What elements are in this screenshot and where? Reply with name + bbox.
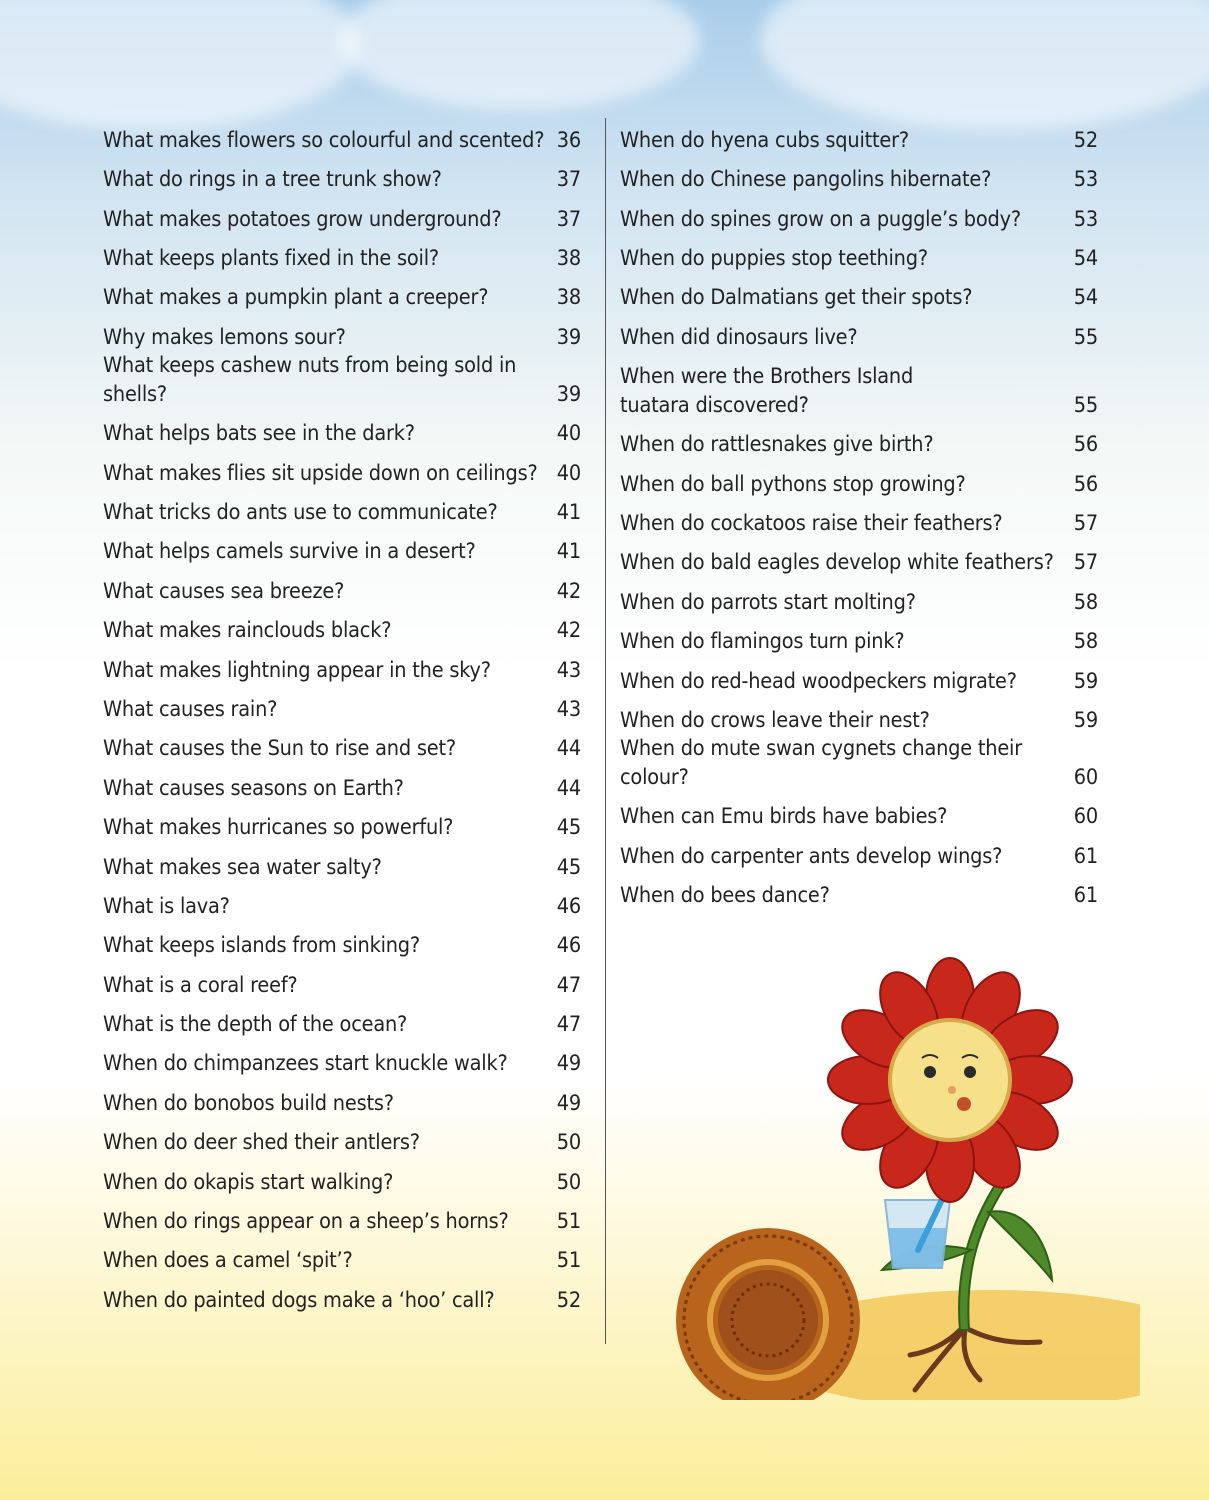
toc-entry[interactable] [103, 155, 581, 194]
toc-question: What helps camels survive in a desert? [103, 539, 476, 565]
toc-entry[interactable] [103, 195, 581, 234]
toc-entry[interactable] [103, 685, 581, 724]
toc-entry[interactable] [103, 449, 581, 488]
toc-question: When do puppies stop teething? [620, 246, 928, 272]
toc-entry[interactable] [103, 961, 581, 1000]
column-divider [605, 118, 606, 1344]
toc-question: When do okapis start walking? [103, 1169, 394, 1195]
toc-page-number: 44 [556, 736, 581, 762]
nose [948, 1086, 956, 1094]
toc-page-number: 51 [556, 1209, 581, 1235]
toc-question: When do deer shed their antlers? [103, 1130, 420, 1156]
toc-right-column [620, 116, 1098, 911]
toc-question: What keeps islands from sinking? [103, 933, 420, 959]
toc-page-number: 59 [1073, 707, 1098, 733]
toc-page-number: 37 [556, 206, 581, 232]
toc-page-number: 38 [556, 285, 581, 311]
toc-question: When do flamingos turn pink? [620, 629, 905, 655]
toc-page-number: 55 [1073, 324, 1098, 350]
toc-question: What makes sea water salty? [103, 854, 382, 880]
toc-page-number: 45 [556, 815, 581, 841]
toc-question: When do bonobos build nests? [103, 1090, 394, 1116]
toc-page-number: 56 [1073, 432, 1098, 458]
toc-question: When do bees dance? [620, 883, 830, 909]
toc-entry[interactable] [103, 274, 581, 313]
toc-page-number: 39 [556, 381, 581, 407]
toc-entry[interactable] [103, 1197, 581, 1236]
toc-entry[interactable] [620, 460, 1098, 499]
toc-page-number: 45 [556, 854, 581, 880]
toc-question: When do ball pythons stop growing? [620, 471, 966, 497]
toc-page-number: 54 [1073, 285, 1098, 311]
toc-entry[interactable] [620, 578, 1098, 617]
toc-page-number: 40 [556, 460, 581, 486]
toc-question: What causes seasons on Earth? [103, 775, 404, 801]
toc-page-number: 55 [1073, 392, 1098, 418]
toc-entry[interactable] [620, 234, 1098, 273]
toc-question: When do Chinese pangolins hibernate? [620, 167, 992, 193]
toc-page-number: 39 [556, 324, 581, 350]
toc-page-number: 54 [1073, 246, 1098, 272]
toc-question: What causes sea breeze? [103, 578, 345, 604]
flower-face [890, 1020, 1010, 1140]
toc-page-number: 43 [556, 657, 581, 683]
flower-drinking-water-illustration [660, 950, 1140, 1400]
toc-entry[interactable] [103, 882, 581, 921]
toc-page-number: 57 [1073, 511, 1098, 537]
toc-question: What do rings in a tree trunk show? [103, 167, 442, 193]
toc-entry[interactable] [103, 1040, 581, 1079]
toc-question: What is the depth of the ocean? [103, 1012, 408, 1038]
toc-page-number: 60 [1073, 804, 1098, 830]
toc-entry[interactable] [103, 1276, 581, 1315]
toc-page-number: 57 [1073, 550, 1098, 576]
eye-icon [924, 1066, 936, 1078]
sunflower-seed-head-icon [676, 1228, 860, 1400]
toc-page-number: 47 [556, 1012, 581, 1038]
toc-question: When do mute swan cygnets change their colour? [620, 736, 1022, 790]
toc-page-number: 60 [1073, 764, 1098, 790]
toc-entry[interactable] [620, 657, 1098, 696]
toc-question: When do painted dogs make a ‘hoo’ call? [103, 1287, 495, 1313]
toc-entry[interactable] [620, 313, 1098, 352]
toc-question: When do crows leave their nest? [620, 707, 930, 733]
toc-question: What tricks do ants use to communicate? [103, 500, 498, 526]
toc-question: What is lava? [103, 893, 230, 919]
eye-icon [964, 1066, 976, 1078]
toc-left-column [103, 116, 581, 1315]
toc-entry[interactable] [620, 539, 1098, 578]
toc-entry[interactable] [620, 499, 1098, 538]
toc-question: When can Emu birds have babies? [620, 804, 948, 830]
toc-entry[interactable] [103, 843, 581, 882]
toc-page-number: 51 [556, 1248, 581, 1274]
toc-entry[interactable] [103, 724, 581, 763]
toc-entry[interactable] [620, 352, 1098, 420]
toc-entry[interactable] [103, 803, 581, 842]
toc-entry[interactable] [620, 832, 1098, 871]
toc-page-number: 61 [1073, 843, 1098, 869]
toc-page-number: 42 [556, 618, 581, 644]
toc-page-number: 43 [556, 696, 581, 722]
toc-entry[interactable] [620, 155, 1098, 194]
toc-entry[interactable] [620, 116, 1098, 155]
toc-entry[interactable] [620, 792, 1098, 831]
toc-entry[interactable] [103, 1000, 581, 1039]
toc-question: When do rattlesnakes give birth? [620, 432, 934, 458]
toc-question: When do spines grow on a puggle’s body? [620, 206, 1021, 232]
flower-head [828, 958, 1072, 1202]
toc-question: What is a coral reef? [103, 972, 298, 998]
toc-question: When did dinosaurs live? [620, 324, 858, 350]
toc-page-number: 46 [556, 933, 581, 959]
toc-page-number: 53 [1073, 206, 1098, 232]
toc-page-number: 58 [1073, 629, 1098, 655]
toc-entry[interactable] [103, 764, 581, 803]
toc-page-number: 40 [556, 421, 581, 447]
toc-page-number: 44 [556, 775, 581, 801]
toc-page-number: 53 [1073, 167, 1098, 193]
toc-page-number: 50 [556, 1130, 581, 1156]
toc-entry[interactable] [103, 1079, 581, 1118]
toc-page-number: 41 [556, 500, 581, 526]
toc-question: What causes the Sun to rise and set? [103, 736, 456, 762]
toc-entry[interactable] [103, 528, 581, 567]
toc-question: When do red-head woodpeckers migrate? [620, 668, 1017, 694]
toc-page-number: 59 [1073, 668, 1098, 694]
toc-question: What makes hurricanes so powerful? [103, 815, 454, 841]
toc-question: Why makes lemons sour? [103, 324, 346, 350]
toc-question: When do rings appear on a sheep’s horns? [103, 1209, 509, 1235]
toc-page-number: 58 [1073, 589, 1098, 615]
toc-question: What makes flowers so colourful and scented? [103, 127, 545, 153]
toc-question: When do carpenter ants develop wings? [620, 843, 1003, 869]
toc-entry[interactable] [103, 116, 581, 155]
toc-question: When do bald eagles develop white feathers? [620, 550, 1054, 576]
toc-page-number: 49 [556, 1051, 581, 1077]
toc-question: What keeps cashew nuts from being sold in shells? [103, 353, 517, 407]
toc-entry[interactable] [103, 313, 581, 352]
toc-entry[interactable] [103, 646, 581, 685]
toc-entry[interactable] [620, 617, 1098, 656]
toc-page-number: 49 [556, 1090, 581, 1116]
toc-entry[interactable] [103, 488, 581, 527]
toc-page-number: 42 [556, 578, 581, 604]
toc-question: What keeps plants fixed in the soil? [103, 246, 439, 272]
toc-entry[interactable] [103, 409, 581, 448]
toc-entry[interactable] [103, 234, 581, 273]
toc-page-number: 36 [556, 127, 581, 153]
toc-entry[interactable] [103, 352, 581, 409]
toc-question: When do chimpanzees start knuckle walk? [103, 1051, 508, 1077]
toc-question: When were the Brothers Island tuatara discovered? [620, 364, 914, 418]
toc-question: When does a camel ‘spit’? [103, 1248, 353, 1274]
toc-question: When do parrots start molting? [620, 589, 916, 615]
toc-question: When do hyena cubs squitter? [620, 127, 909, 153]
toc-entry[interactable] [103, 1118, 581, 1157]
toc-page-number: 52 [556, 1287, 581, 1313]
toc-question: What makes flies sit upside down on ceilings? [103, 460, 538, 486]
mouth [957, 1097, 971, 1111]
toc-page-number: 52 [1073, 127, 1098, 153]
toc-question: When do cockatoos raise their feathers? [620, 511, 1003, 537]
toc-page-number: 56 [1073, 471, 1098, 497]
toc-entry[interactable] [620, 420, 1098, 459]
toc-entry[interactable] [620, 195, 1098, 234]
toc-question: When do Dalmatians get their spots? [620, 285, 973, 311]
toc-entry[interactable] [103, 606, 581, 645]
toc-entry[interactable] [103, 567, 581, 606]
toc-question: What makes rainclouds black? [103, 618, 392, 644]
toc-page-number: 50 [556, 1169, 581, 1195]
toc-page-number: 41 [556, 539, 581, 565]
toc-entry[interactable] [620, 696, 1098, 735]
toc-entry[interactable] [103, 921, 581, 960]
toc-question: What helps bats see in the dark? [103, 421, 415, 447]
cloud-shape [340, 0, 700, 110]
toc-entry[interactable] [620, 735, 1098, 792]
toc-question: What causes rain? [103, 696, 278, 722]
toc-page-number: 46 [556, 893, 581, 919]
toc-page-number: 47 [556, 972, 581, 998]
toc-question: What makes lightning appear in the sky? [103, 657, 491, 683]
toc-question: What makes a pumpkin plant a creeper? [103, 285, 489, 311]
toc-page-number: 38 [556, 246, 581, 272]
toc-page-number: 37 [556, 167, 581, 193]
toc-page-number: 61 [1073, 883, 1098, 909]
toc-entry[interactable] [103, 1158, 581, 1197]
cloud-shape [0, 0, 360, 130]
toc-entry[interactable] [103, 1237, 581, 1276]
cloud-shape [760, 0, 1209, 130]
toc-entry[interactable] [620, 274, 1098, 313]
toc-question: What makes potatoes grow underground? [103, 206, 502, 232]
toc-entry[interactable] [620, 871, 1098, 910]
